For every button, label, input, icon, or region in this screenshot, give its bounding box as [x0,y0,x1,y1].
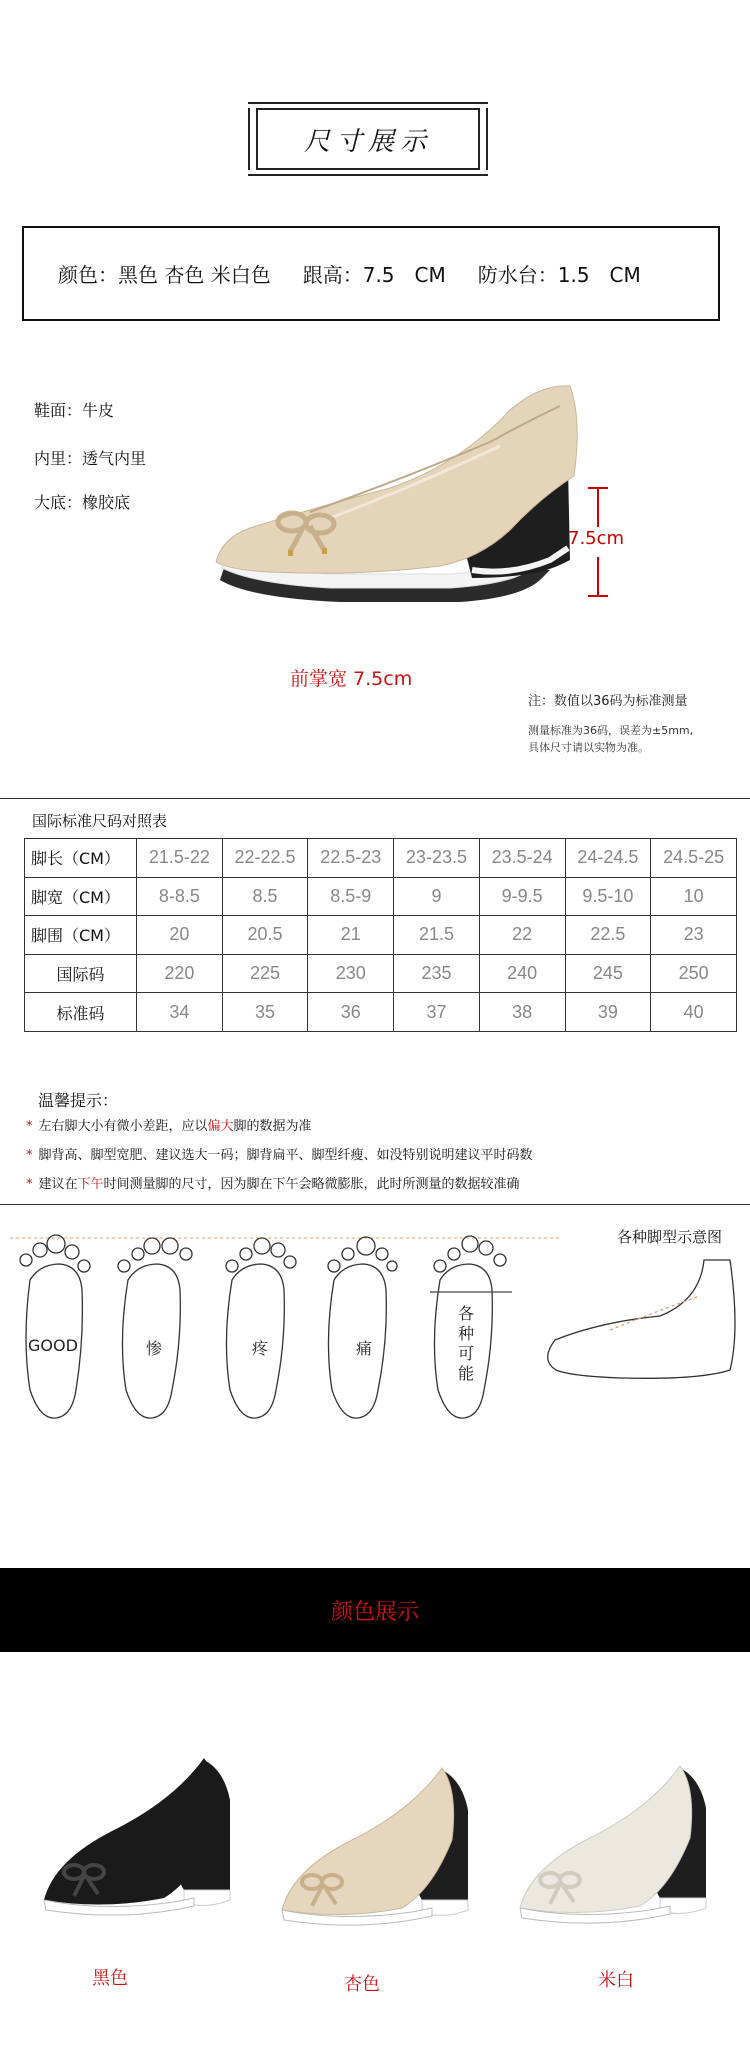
tip-3 [26,1173,520,1192]
table-cell: 250 [651,954,737,993]
table-cell: 240 [479,954,565,993]
table-cell: 23-23.5 [394,839,480,878]
table-cell: 230 [308,954,394,993]
tip-highlight: 下午 [77,1177,104,1192]
table-row [25,839,737,878]
tip-star: * [26,1177,33,1192]
table-cell: 34 [137,993,223,1032]
row-header: 标准码 [25,993,137,1032]
table-cell: 22 [479,916,565,955]
table-row [25,916,737,955]
table-cell: 24.5-25 [651,839,737,878]
table-cell: 8-8.5 [137,877,223,916]
shoe-thumb-apricot [272,1750,482,1960]
table-cell: 35 [222,993,308,1032]
table-row [25,877,737,916]
tip-text: 脚的数据为准 [233,1119,312,1134]
table-cell: 20 [137,916,223,955]
tip-text: 建议在 [38,1177,78,1192]
table-cell: 23.5-24 [479,839,565,878]
divider-top [0,798,750,799]
table-cell: 9.5-10 [565,877,651,916]
color-label-black: 黑色 [92,1968,128,1989]
color-section-title: 颜色展示 [330,1599,419,1625]
row-header: 国际码 [25,954,137,993]
color-label-ivory: 米白 [598,1970,634,1991]
row-header: 脚长（CM） [25,839,137,878]
table-cell: 21 [308,916,394,955]
divider-middle [0,1204,750,1205]
material-upper: 鞋面：牛皮 [34,401,115,420]
tip-2 [26,1144,533,1163]
measurement-subnote-line-2: 具体尺寸请以实物为准。 [528,741,649,754]
color-label-apricot: 杏色 [344,1974,380,1995]
shoe-thumb-black [34,1740,244,1950]
spec-box [22,226,720,321]
table-row [25,954,737,993]
table-cell: 24-24.5 [565,839,651,878]
foot-types-title: 各种脚型示意图 [617,1228,723,1246]
table-cell: 22.5-23 [308,839,394,878]
title-rule-bottom [248,174,488,176]
table-cell: 23 [651,916,737,955]
row-header: 脚宽（CM） [25,877,137,916]
foot-label-4: 痛 [356,1339,373,1358]
foot-label-5: 各种可能 [458,1304,475,1383]
table-cell: 220 [137,954,223,993]
table-cell: 225 [222,954,308,993]
measurement-note: 注：数值以36码为标准测量 [528,694,688,709]
table-row [25,993,737,1032]
section-title-frame [248,108,488,170]
table-cell: 22-22.5 [222,839,308,878]
table-cell: 37 [394,993,480,1032]
table-cell: 38 [479,993,565,1032]
size-table [24,838,737,1032]
foot-label-2: 惨 [146,1339,163,1358]
heel-height-label: 7.5cm [568,528,625,549]
measurement-subnote-line-1: 测量标准为36码，误差为±5mm, [528,724,694,737]
table-cell: 9 [394,877,480,916]
measurement-subnote [528,722,693,756]
spec-platform: 防水台：1.5 CM [477,263,641,287]
table-cell: 20.5 [222,916,308,955]
table-cell: 21.5-22 [137,839,223,878]
row-header: 脚围（CM） [25,916,137,955]
table-cell: 235 [394,954,480,993]
foot-label-good: GOOD [28,1336,78,1355]
table-cell: 8.5 [222,877,308,916]
color-section-band [0,1568,750,1652]
tip-highlight: 偏大 [207,1119,234,1134]
title-box [256,108,480,170]
size-table-title: 国际标准尺码对照表 [32,812,168,830]
table-cell: 245 [565,954,651,993]
tip-1 [26,1115,312,1134]
foot-label-3: 疼 [252,1339,269,1358]
table-cell: 8.5-9 [308,877,394,916]
table-cell: 36 [308,993,394,1032]
table-cell: 21.5 [394,916,480,955]
tip-text: 时间测量脚的尺寸，因为脚在下午会略微膨胀，此时所测量的数据较准确 [103,1177,520,1192]
tips-title: 温馨提示： [38,1091,119,1110]
tip-star: * [26,1119,33,1134]
section-title: 尺寸展示 [303,126,432,157]
title-rule-top [248,102,488,104]
forefoot-width-label: 前掌宽 7.5cm [290,668,413,690]
material-sole: 大底：橡胶底 [34,493,131,512]
tip-star: * [26,1148,33,1163]
table-cell: 39 [565,993,651,1032]
tip-text: 脚背高、脚型宽肥、建议选大一码；脚背扁平、脚型纤瘦、如没特别说明建议平时码数 [38,1148,533,1163]
table-cell: 10 [651,877,737,916]
table-cell: 9-9.5 [479,877,565,916]
tip-text: 左右脚大小有微小差距，应以 [38,1119,208,1134]
shoe-thumb-ivory [510,1748,720,1958]
table-cell: 40 [651,993,737,1032]
material-lining: 内里：透气内里 [34,449,147,468]
spec-colors: 颜色：黑色 杏色 米白色 [58,263,271,287]
foot-type-diagrams [0,1220,750,1440]
table-cell: 22.5 [565,916,651,955]
spec-heel-height: 跟高：7.5 CM [302,263,446,287]
hero-shoe-image [210,380,590,620]
